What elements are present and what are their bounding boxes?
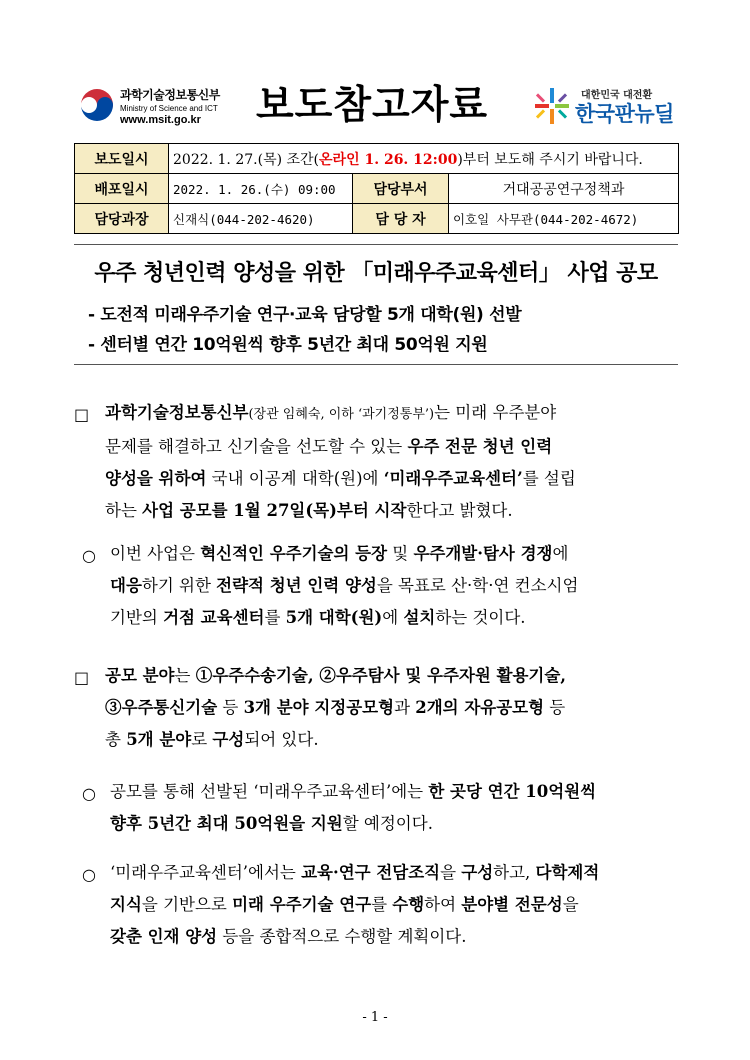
new-deal-star-icon (535, 88, 569, 124)
subheadline-1: - 도전적 미래우주기술 연구·교육 담당할 5개 대학(원) 선발 (88, 305, 522, 325)
contact-row (75, 204, 679, 234)
ministry-name-en: Ministry of Science and ICT (120, 104, 218, 113)
paragraph-2: 이번 사업은 혁신적인 우주기술의 등장 및 우주개발·탐사 경쟁에 대응하기 위한 전략적 청년 인력 양성을 목표로 산·학·연 컨소시엄 기반의 거점 교육센터를 5개 대학(원)에 설치하는 것이다. (110, 544, 579, 627)
square-bullet: □ (74, 405, 90, 424)
ministry-logo (80, 86, 240, 126)
release-date-row (75, 144, 679, 174)
page-number: - 1 - (362, 1010, 388, 1025)
staff-label: 담 당 자 (353, 204, 449, 234)
taegeuk-emblem-icon (80, 88, 114, 122)
circle-bullet: ○ (82, 546, 96, 565)
paragraph-3: 공모 분야는 ①우주수송기술, ②우주탐사 및 우주자원 활용기술, ③우주통신기술 등 3개 분야 지정공모형과 2개의 자유공모형 등 총 5개 분야로 구성되어 있다. (105, 666, 567, 749)
distribution-value: 2022. 1. 26.(수) 09:00 (169, 174, 353, 204)
document-header (0, 0, 750, 140)
paragraph-5: ‘미래우주교육센터’에서는 교육·연구 전담조직을 구성하고, 다학제적 지식을 기반으로 미래 우주기술 연구를 수행하여 분야별 전문성을 갖춘 인재 양성 등을 종합적으로 수행할 계획이다. (110, 863, 600, 946)
ministry-url: www.msit.go.kr (120, 114, 201, 126)
distribution-label: 배포일시 (75, 174, 169, 204)
release-date-value: 2022. 1. 27.(목) 조간(온라인 1. 26. 12:00)부터 보도해 주시기 바랍니다. (169, 144, 679, 174)
distribution-row (75, 174, 679, 204)
department-label: 담당부서 (353, 174, 449, 204)
square-bullet: □ (74, 668, 90, 687)
ministry-name-ko: 과학기술정보통신부 (120, 88, 220, 102)
release-date-label: 보도일시 (75, 144, 169, 174)
release-info-table (74, 143, 679, 234)
subheadline-2: - 센터별 연간 10억원씩 향후 5년간 최대 50억원 지원 (88, 335, 488, 355)
department-value: 거대공공연구정책과 (449, 174, 679, 204)
online-release-time: 온라인 1. 26. 12:00 (319, 151, 458, 168)
paragraph-4: 공모를 통해 선발된 ‘미래우주교육센터’에는 한 곳당 연간 10억원씩 향후 5년간 최대 50억원을 지원할 예정이다. (110, 782, 597, 833)
circle-bullet: ○ (82, 865, 96, 884)
paragraph-1: 과학기술정보통신부(장관 임혜숙, 이하 ‘과기정통부’)는 미래 우주분야 문제를 해결하고 신기술을 선도할 수 있는 우주 전문 청년 인력 양성을 위하여 국내 이공계 대학(원)에 ‘미래우주교육센터’를 설립 하는 사업 공모를 1월 27일(목)부터 시작한다고 밝혔다. (105, 403, 576, 520)
staff-value: 이호일 사무관(044-202-4672) (449, 204, 679, 234)
manager-label: 담당과장 (75, 204, 169, 234)
circle-bullet: ○ (82, 784, 96, 803)
new-deal-subtitle: 대한민국 대전환 (581, 90, 653, 101)
korean-new-deal-logo (535, 86, 695, 130)
main-headline: 우주 청년인력 양성을 위한 「미래우주교육센터」 사업 공모 (94, 261, 658, 286)
document-type-title: 보도참고자료 (256, 83, 489, 128)
manager-value: 신재식(044-202-4620) (169, 204, 353, 234)
new-deal-title: 한국판뉴딜 (575, 102, 674, 126)
title-bottom-divider (74, 364, 678, 365)
title-top-divider (74, 244, 678, 245)
